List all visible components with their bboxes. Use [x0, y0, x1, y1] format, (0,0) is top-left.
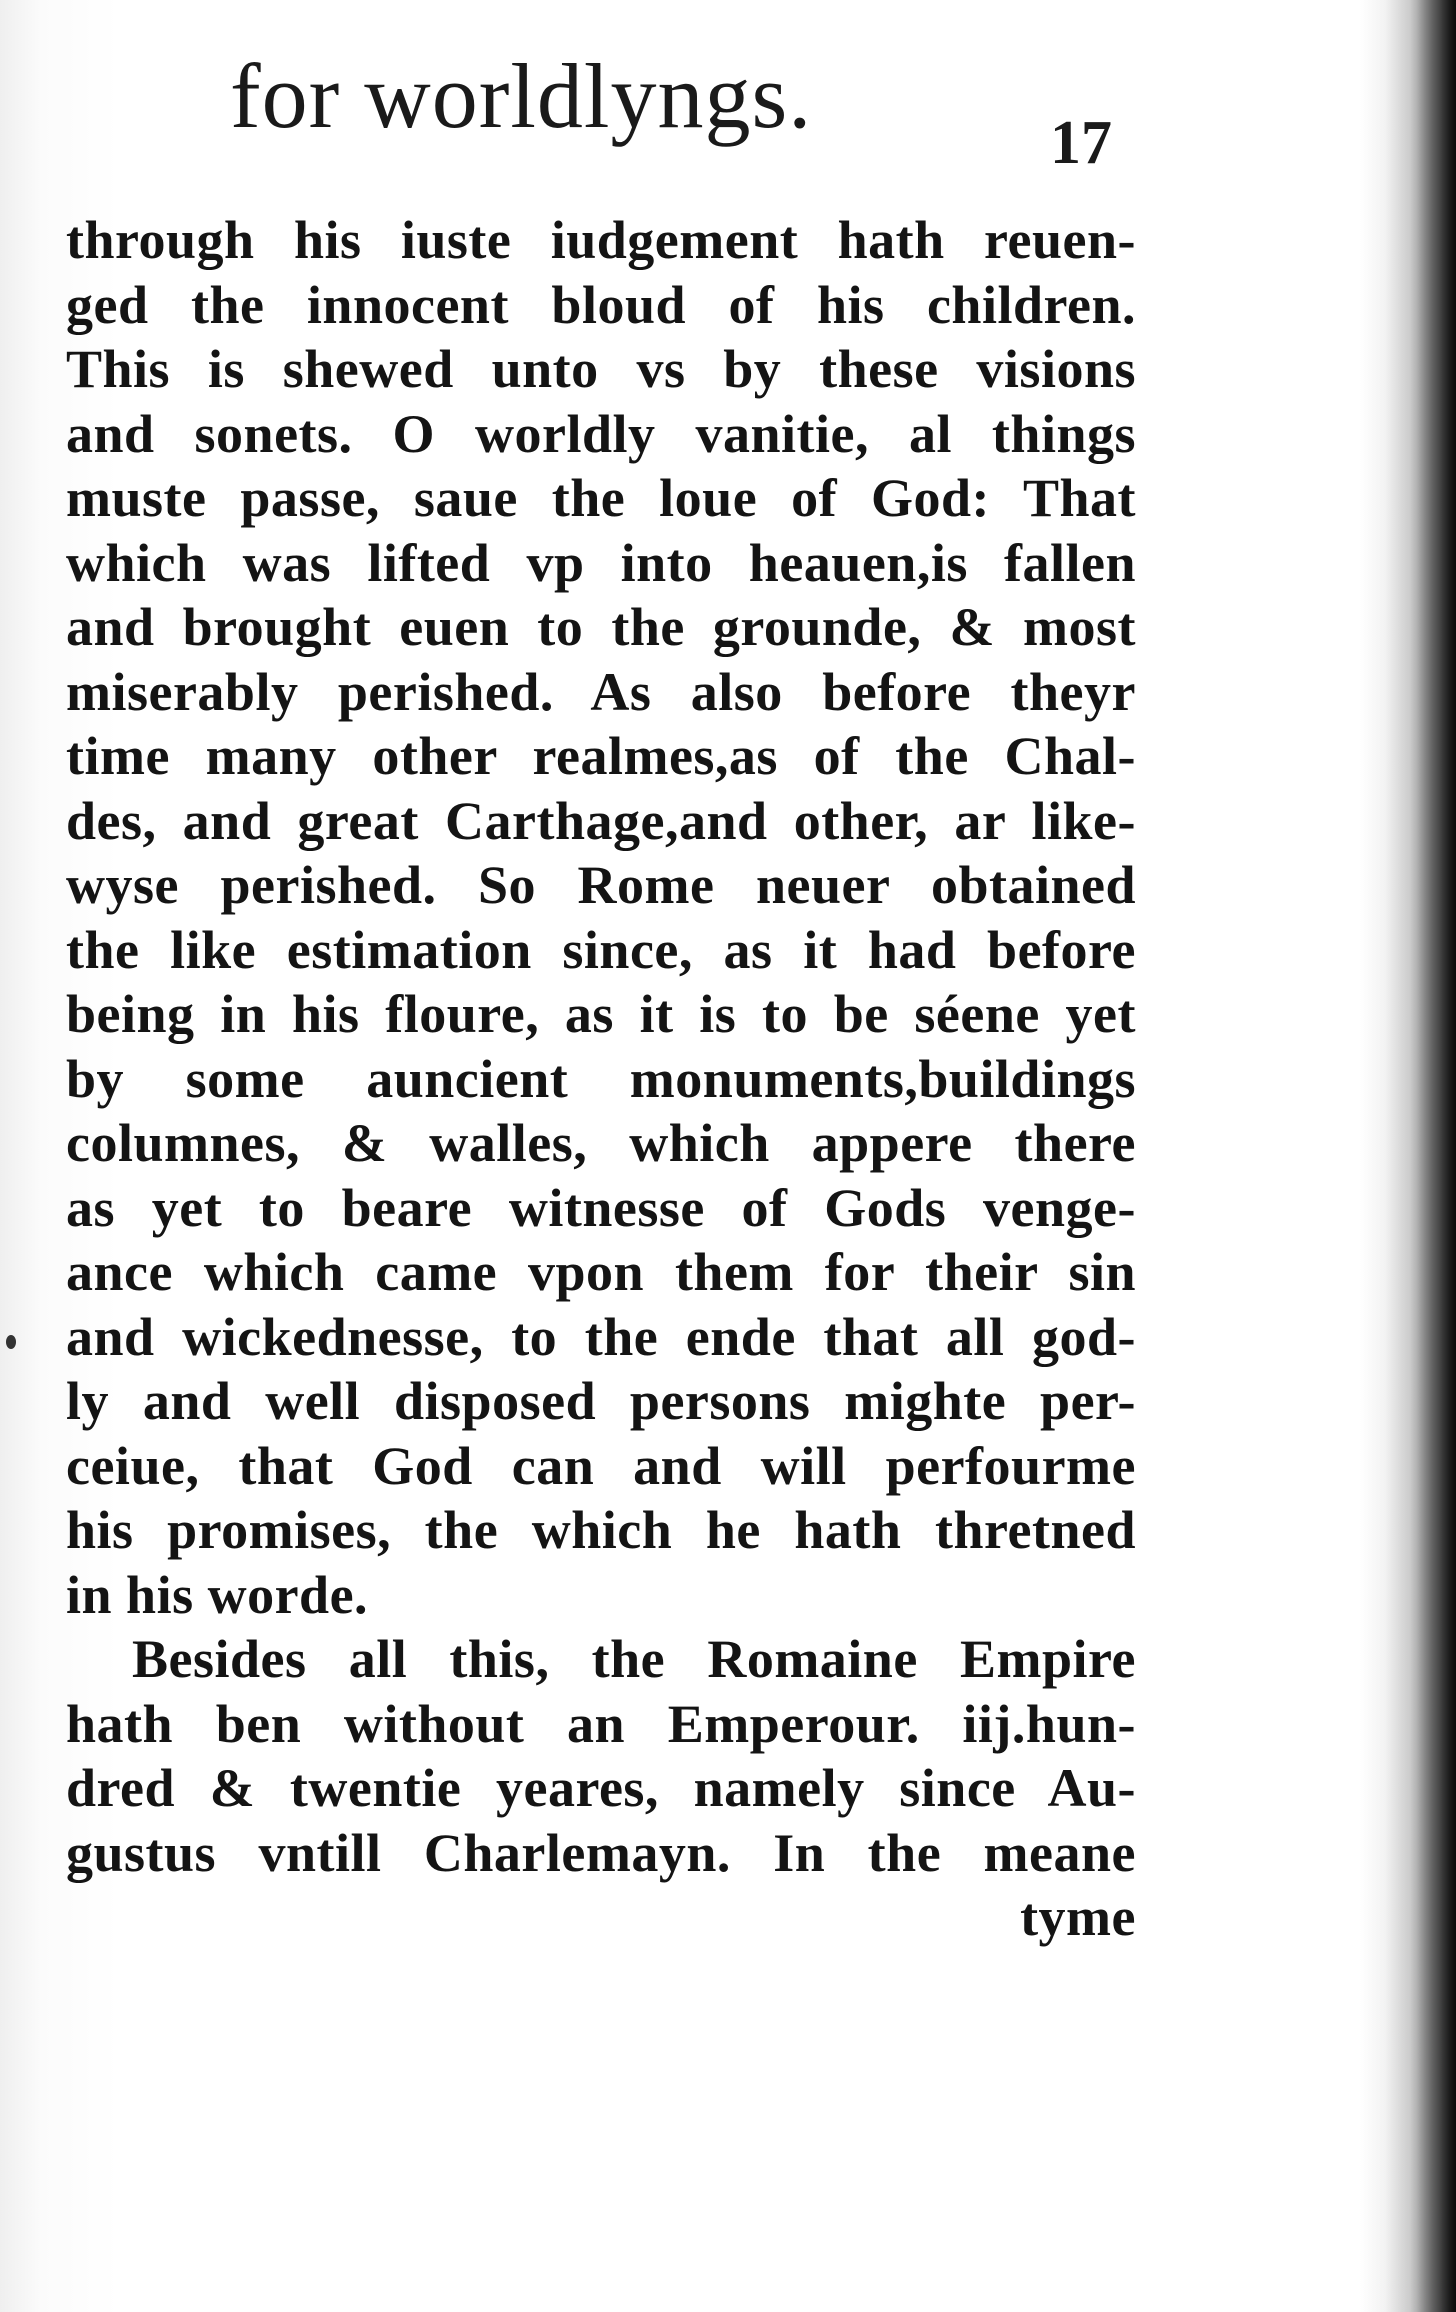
text-line: ly and well disposed persons mighte per-	[66, 1371, 1136, 1431]
gutter-shadow	[1385, 0, 1456, 2312]
text-block	[66, 208, 1136, 1950]
catchword: tyme	[1020, 1887, 1136, 1947]
text-line: and brought euen to the grounde, & most	[66, 597, 1136, 657]
margin-blot	[6, 1335, 16, 1349]
text-line: ged the innocent bloud of his children.	[66, 274, 1136, 335]
text-line: as yet to beare witnesse of Gods venge-	[66, 1177, 1136, 1238]
text-line: des, and great Carthage,and other, ar like-	[66, 790, 1136, 851]
text-line: the like estimation since, as it had before	[66, 919, 1136, 980]
text-line: by some auncient monuments,buildings	[66, 1048, 1136, 1109]
text-line: through his iuste iudgement hath reuen-	[66, 210, 1136, 270]
text-line: miserably perished. As also before theyr	[66, 661, 1136, 722]
page-number: 17	[1050, 109, 1112, 177]
text-line: his promises, the which he hath thretned	[66, 1500, 1136, 1560]
text-line: wyse perished. So Rome neuer obtained	[66, 855, 1136, 915]
text-line: being in his floure, as it is to be séene yet	[66, 984, 1136, 1044]
running-title: for worldlyngs.	[230, 45, 813, 147]
text-line: in his worde.	[66, 1564, 369, 1625]
text-line: muste passe, saue the loue of God: That	[66, 468, 1136, 528]
text-line: and sonets. O worldly vanitie, al things	[66, 403, 1136, 464]
text-line: hath ben without an Emperour. iij.hun-	[66, 1693, 1136, 1754]
text-line: columnes, & walles, which appere there	[66, 1113, 1136, 1173]
text-line: ance which came vpon them for their sin	[66, 1242, 1136, 1302]
text-line: gustus vntill Charlemayn. In the meane	[66, 1822, 1136, 1883]
text-line: This is shewed unto vs by these visions	[66, 339, 1136, 399]
text-line: which was lifted vp into heauen,is fallen	[66, 532, 1136, 593]
text-line: Besides all this, the Romaine Empire	[132, 1629, 1136, 1689]
text-line: time many other realmes,as of the Chal-	[66, 726, 1136, 786]
text-line: ceiue, that God can and will perfourme	[66, 1435, 1136, 1496]
text-line: and wickednesse, to the ende that all god-	[66, 1306, 1136, 1367]
text-line: dred & twentie yeares, namely since Au-	[66, 1758, 1136, 1818]
